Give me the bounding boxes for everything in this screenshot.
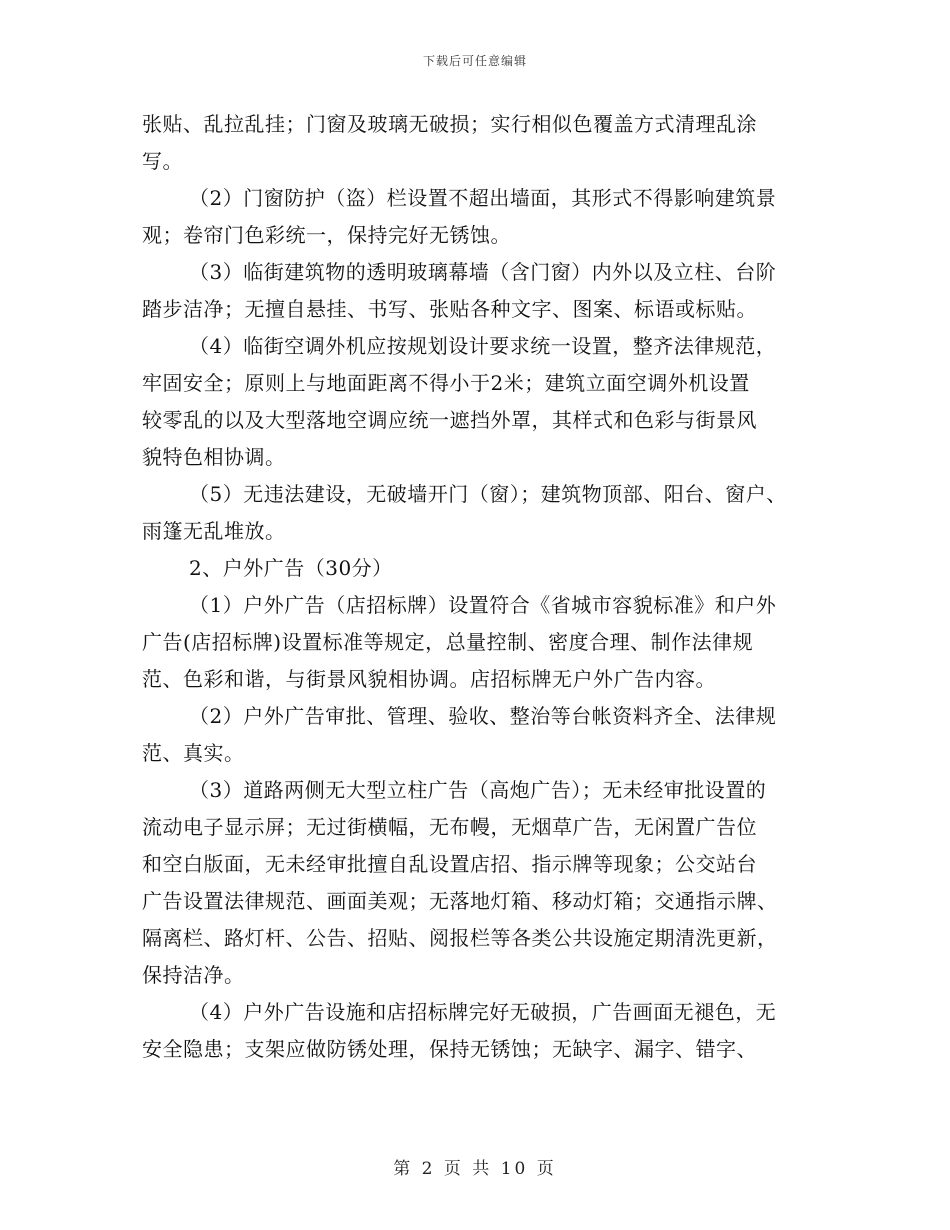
text-line: （4）临街空调外机应按规划设计要求统一设置，整齐法律规范， [189, 334, 777, 358]
text-line: 较零乱的以及大型落地空调应统一遮挡外罩，其样式和色彩与街景风 [142, 408, 757, 432]
text-line: 写。 [142, 149, 183, 173]
text-line: 观；卷帘门色彩统一，保持完好无锈蚀。 [142, 223, 511, 247]
text-line: （3）临街建筑物的透明玻璃幕墙（含门窗）内外以及立柱、台阶 [189, 260, 777, 284]
text-line: （5）无违法建设，无破墙开门（窗）；建筑物顶部、阳台、窗户、 [189, 482, 787, 506]
text-line: （2）户外广告审批、管理、验收、整治等台帐资料齐全、法律规 [189, 704, 777, 728]
document-body [142, 106, 822, 1068]
text-line: 保持洁净。 [142, 963, 245, 987]
text-line: 广告(店招标牌)设置标准等规定，总量控制、密度合理、制作法律规 [142, 630, 754, 654]
text-line: 雨篷无乱堆放。 [142, 519, 286, 543]
text-line: （2）门窗防护（盗）栏设置不超出墙面，其形式不得影响建筑景 [189, 186, 777, 210]
text-line: 牢固安全；原则上与地面距离不得小于2米；建筑立面空调外机设置 [142, 371, 750, 395]
text-line: 隔离栏、路灯杆、公告、招贴、阅报栏等各类公共设施定期清洗更新， [142, 926, 778, 950]
text-line: 貌特色相协调。 [142, 445, 286, 469]
page-footer: 第 2 页 共 10 页 [393, 1159, 557, 1179]
text-line: 2、户外广告（30分） [189, 556, 393, 580]
text-line: 张贴、乱拉乱挂；门窗及玻璃无破损；实行相似色覆盖方式清理乱涂 [142, 112, 757, 136]
text-line: （1）户外广告（店招标牌）设置符合《省城市容貌标准》和户外 [189, 593, 777, 617]
text-line: 踏步洁净；无擅自悬挂、书写、张贴各种文字、图案、标语或标贴。 [142, 297, 757, 321]
text-line: 范、真实。 [142, 741, 245, 765]
text-line: 范、色彩和谐，与街景风貌相协调。店招标牌无户外广告内容。 [142, 667, 716, 691]
text-line: 安全隐患；支架应做防锈处理，保持无锈蚀；无缺字、漏字、错字、 [142, 1037, 757, 1061]
text-line: 广告设置法律规范、画面美观；无落地灯箱、移动灯箱；交通指示牌、 [142, 889, 778, 913]
text-line: 和空白版面，无未经审批擅自乱设置店招、指示牌等现象；公交站台 [142, 852, 757, 876]
text-line: （4）户外广告设施和店招标牌完好无破损，广告画面无褪色，无 [189, 1000, 777, 1024]
text-line: 流动电子显示屏；无过街横幅，无布幔，无烟草广告，无闲置广告位 [142, 815, 757, 839]
page-header: 下载后可任意编辑 [422, 54, 527, 68]
text-line: （3）道路两侧无大型立柱广告（高炮广告）；无未经审批设置的 [189, 778, 767, 802]
